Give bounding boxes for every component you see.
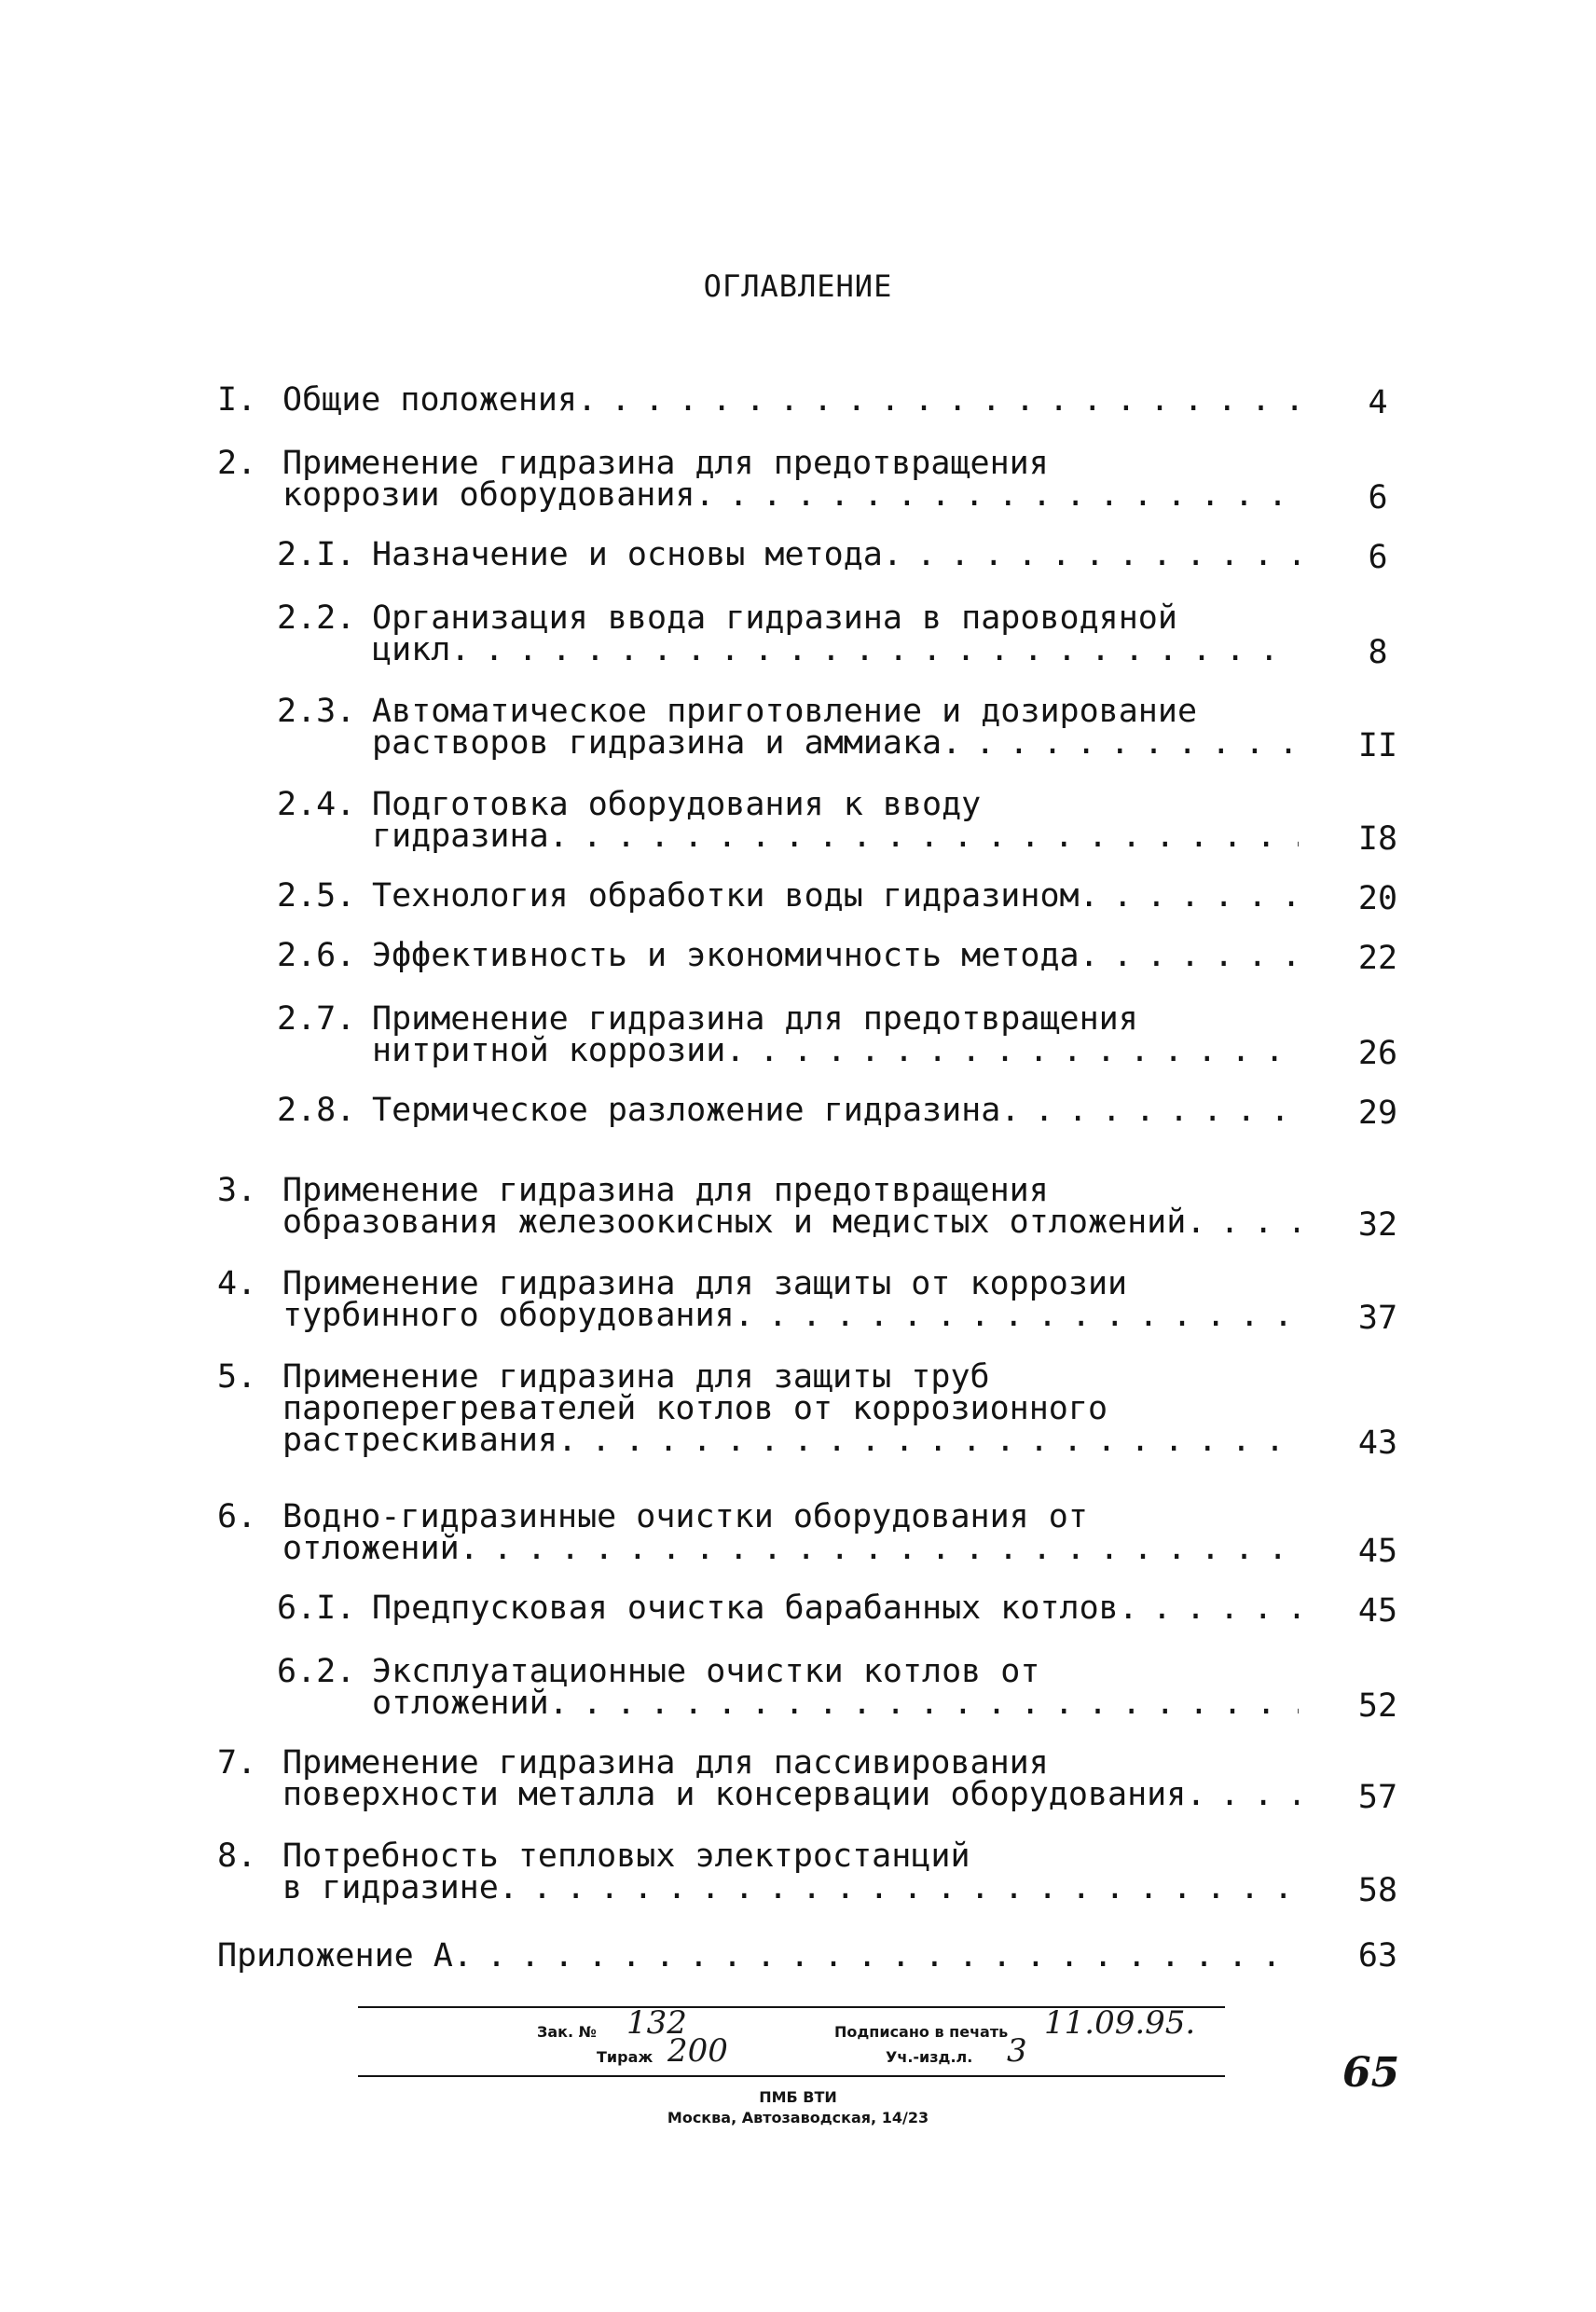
leader-dots — [1186, 1206, 1299, 1238]
toc-page-number: 22 — [1357, 940, 1398, 977]
toc-entry-text: Термическое разложение гидразина — [372, 1092, 1001, 1129]
toc-entry-text: Технология обработки воды гидразином — [372, 877, 1080, 915]
sheets-label: Уч.-изд.л. — [886, 2048, 973, 2066]
leader-dots — [1119, 1592, 1299, 1624]
toc-entry[interactable] — [277, 877, 1299, 915]
toc-entry-text: в гидразине — [282, 1869, 499, 1906]
toc-entry-number: 2.2. — [277, 599, 356, 637]
signed-value: 11.09.95. — [1044, 2004, 1196, 2042]
press-name: ПМБ ВТИ — [759, 2088, 837, 2106]
toc-entry-text: цикл — [372, 631, 451, 668]
toc-entry-number: 2. — [217, 445, 257, 482]
toc-entry-text: Применение гидразина для пассивирования — [282, 1744, 1049, 1782]
print-run-value: 200 — [667, 2032, 728, 2070]
toc-entry-text: турбинного оборудования — [282, 1297, 735, 1334]
toc-page-number: 20 — [1357, 880, 1398, 917]
toc-page-number: 32 — [1357, 1206, 1398, 1244]
leader-dots — [549, 820, 1299, 852]
toc-entry-number: 2.4. — [277, 786, 356, 823]
toc-entry-text: Организация ввода гидразина в пароводяной — [372, 599, 1177, 637]
leader-dots — [725, 1035, 1299, 1067]
toc-page-number: 57 — [1357, 1779, 1398, 1816]
toc-page-number: 43 — [1357, 1424, 1398, 1462]
toc-entry-text: Автоматическое приготовление и дозирование — [372, 693, 1198, 730]
toc-page-number: I8 — [1357, 820, 1398, 858]
toc-entry-number: 7. — [217, 1744, 257, 1782]
toc-page-number: 6 — [1368, 479, 1388, 516]
toc-page-number: 8 — [1368, 634, 1388, 671]
toc-entry[interactable] — [217, 1172, 1299, 1241]
toc-page-number: 29 — [1357, 1094, 1398, 1132]
toc-page-number: 26 — [1357, 1035, 1398, 1072]
toc-entry-text: коррозии оборудования — [282, 476, 695, 514]
leader-dots — [499, 1872, 1299, 1904]
toc-entry-text: Подготовка оборудования к вводу — [372, 786, 982, 823]
toc-page-number: 45 — [1357, 1533, 1398, 1570]
print-run-label: Тираж — [597, 2048, 654, 2066]
leader-dots — [450, 634, 1299, 666]
toc-entry-text: образования железоокисных и медистых отложений — [282, 1204, 1187, 1241]
leader-dots — [1080, 880, 1299, 912]
toc-entry[interactable] — [277, 1092, 1299, 1129]
toc-entry-text: растрескивания — [282, 1422, 558, 1459]
leader-dots — [1186, 1779, 1299, 1810]
toc-page-number: II — [1357, 727, 1398, 764]
toc-entry[interactable] — [217, 445, 1299, 514]
toc-entry-text: Применение гидразина для защиты труб — [282, 1358, 990, 1396]
toc-entry-number: 3. — [217, 1172, 257, 1209]
toc-entry-text: Применение гидразина для предотвращения — [372, 1000, 1138, 1038]
order-label: Зак. № — [537, 2023, 597, 2041]
toc-entry-number: 6. — [217, 1498, 257, 1535]
toc-entry-appendix[interactable] — [217, 1937, 1299, 1975]
imprint-bottom-rule — [358, 2075, 1225, 2077]
leader-dots — [1080, 940, 1299, 971]
signed-label: Подписано в печать — [834, 2023, 1009, 2041]
page-folio: 65 — [1342, 2049, 1400, 2097]
toc-entry-text: Эксплуатационные очистки котлов от — [372, 1653, 1040, 1690]
toc-entry-number: 2.3. — [277, 693, 356, 730]
toc-entry[interactable] — [277, 786, 1299, 855]
toc-entry-text: Предпусковая очистка барабанных котлов — [372, 1590, 1119, 1627]
toc-entry[interactable] — [217, 1265, 1299, 1334]
toc-entry-text: гидразина — [372, 818, 549, 855]
toc-entry-number: 2.6. — [277, 937, 356, 974]
toc-entry[interactable] — [277, 937, 1299, 974]
toc-page-number: 45 — [1357, 1592, 1398, 1630]
toc-entry-text: пароперегревателей котлов от коррозионного — [282, 1390, 1108, 1427]
toc-page-number: 63 — [1357, 1937, 1398, 1975]
toc-entry-text: Эффективность и экономичность метода — [372, 937, 1080, 974]
toc-entry-text: Применение гидразина для защиты от коррозии — [282, 1265, 1128, 1302]
toc-entry-text: Применение гидразина для предотвращения — [282, 445, 1049, 482]
leader-dots — [883, 539, 1299, 571]
leader-dots — [695, 479, 1299, 511]
toc-entry-number: 4. — [217, 1265, 257, 1302]
leader-dots — [942, 727, 1299, 759]
leader-dots — [549, 1687, 1299, 1719]
toc-entry[interactable] — [217, 381, 1299, 419]
toc-entry[interactable] — [217, 1744, 1299, 1813]
toc-entry-number: 5. — [217, 1358, 257, 1396]
toc-entry-number: 2.I. — [277, 536, 356, 573]
toc-entry[interactable] — [277, 1653, 1299, 1722]
toc-page-number: 37 — [1357, 1300, 1398, 1337]
toc-entry-text: отложений — [282, 1530, 460, 1567]
toc-entry[interactable] — [217, 1837, 1299, 1906]
toc-entry-text: Потребность тепловых электростанций — [282, 1837, 970, 1875]
toc-entry-number: 2.7. — [277, 1000, 356, 1038]
toc-entry-text: Общие положения — [282, 381, 578, 419]
leader-dots — [453, 1937, 1299, 1975]
toc-entry[interactable] — [277, 536, 1299, 573]
leader-dots — [735, 1300, 1299, 1331]
toc-entry-number: 6.I. — [277, 1590, 356, 1627]
toc-entry-text: поверхности металла и консервации оборудования — [282, 1776, 1187, 1813]
toc-page-number: 52 — [1357, 1687, 1398, 1725]
toc-page-number: 4 — [1368, 384, 1388, 421]
toc-entry-number: 2.8. — [277, 1092, 356, 1129]
leader-dots — [577, 384, 1299, 416]
leader-dots — [1000, 1094, 1299, 1126]
toc-entry[interactable] — [217, 1358, 1299, 1459]
toc-entry-number: 8. — [217, 1837, 257, 1875]
toc-entry[interactable] — [277, 1590, 1299, 1627]
toc-entry-number: I. — [217, 381, 257, 419]
toc-entry[interactable] — [277, 599, 1299, 668]
toc-entry-text: нитритной коррозии — [372, 1032, 726, 1069]
toc-page-number: 6 — [1368, 539, 1388, 576]
leader-dots — [460, 1533, 1299, 1564]
toc-page-number: 58 — [1357, 1872, 1398, 1909]
toc-entry-number: 2.5. — [277, 877, 356, 915]
toc-entry[interactable] — [277, 1000, 1299, 1069]
toc-entry-text: растворов гидразина и аммиака — [372, 724, 942, 762]
toc-entry-text: Водно-гидразинные очистки оборудования от — [282, 1498, 1088, 1535]
toc-entry-text: отложений — [372, 1685, 549, 1722]
leader-dots — [557, 1424, 1299, 1456]
page-title: ОГЛАВЛЕНИЕ — [703, 268, 893, 304]
sheets-value: 3 — [1007, 2032, 1027, 2070]
toc-entry[interactable] — [277, 693, 1299, 762]
order-value: 132 — [626, 2004, 687, 2042]
toc-entry-text: Применение гидразина для предотвращения — [282, 1172, 1049, 1209]
press-address: Москва, Автозаводская, 14/23 — [667, 2109, 929, 2126]
toc-entry-number: 6.2. — [277, 1653, 356, 1690]
toc-entry-text: Приложение А — [217, 1937, 453, 1975]
toc-entry-text: Назначение и основы метода — [372, 536, 883, 573]
toc-entry[interactable] — [217, 1498, 1299, 1567]
